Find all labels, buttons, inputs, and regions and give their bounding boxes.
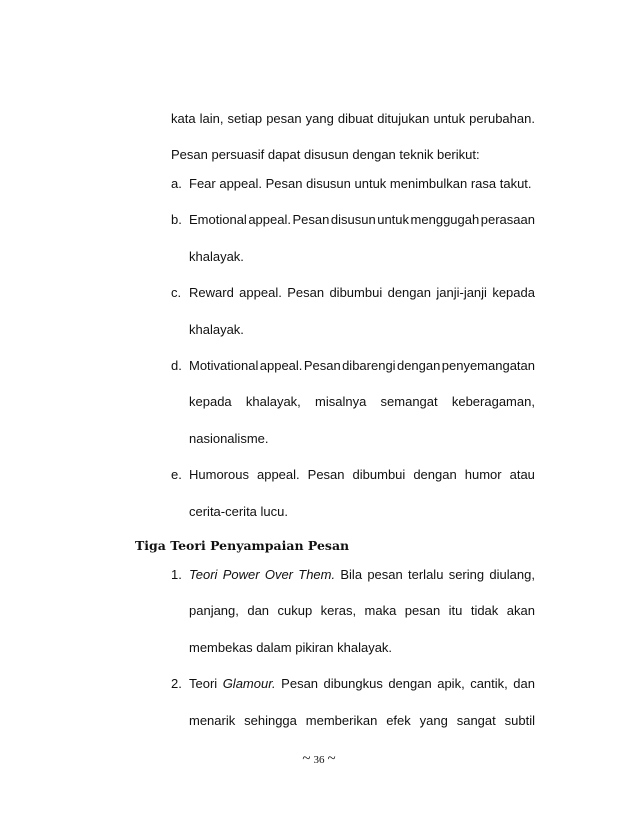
word: panjang, — [189, 603, 239, 619]
footer-tilde-left: ~ — [302, 751, 311, 767]
theory-item-marker: 2. — [171, 676, 182, 692]
word: khalayak, — [245, 394, 301, 410]
appeal-item-marker: a. — [171, 176, 182, 191]
word: Bila — [340, 567, 363, 582]
word: Pesan — [292, 212, 330, 228]
word: itu — [448, 603, 463, 619]
word: sering — [448, 567, 485, 582]
appeal-item-marker: e. — [171, 467, 182, 483]
appeal-item-line — [189, 504, 288, 520]
intro-line-2: Pesan persuasif dapat disusun dengan teknik berikut: — [171, 147, 480, 162]
word: dibumbui — [329, 285, 383, 301]
word: dibuat — [337, 111, 374, 126]
word: dengan — [388, 676, 432, 692]
section-heading: Tiga Teori Penyampaian Pesan — [135, 538, 350, 553]
word: subtil — [504, 712, 535, 728]
word: kepada — [492, 285, 535, 301]
word: diulang, — [489, 567, 535, 582]
word: humor — [464, 467, 502, 483]
word: misalnya — [315, 394, 367, 410]
word: Teori — [189, 567, 218, 582]
word: perasaan — [480, 212, 535, 228]
intro-line-1 — [171, 111, 535, 127]
word: appeal. — [256, 467, 300, 483]
appeal-item-line — [189, 467, 535, 483]
word: dibarengi — [342, 358, 396, 373]
theory-item-line — [189, 640, 392, 656]
word: lain, — [199, 111, 224, 126]
theory-item-line — [189, 676, 535, 692]
word: Fear appeal. Pesan disusun untuk menimbulkan rasa takut. — [189, 176, 532, 191]
appeal-item-line — [189, 249, 244, 265]
word: terlalu — [408, 567, 444, 582]
word: khalayak. — [189, 321, 244, 337]
word: pesan — [367, 567, 403, 582]
word: dengan — [387, 285, 431, 301]
word: efek — [386, 712, 411, 728]
word: Teori — [189, 676, 218, 692]
appeal-item-line — [189, 285, 535, 301]
page-number: 36 — [313, 754, 325, 766]
theory-item-line — [189, 567, 535, 583]
word: janji-janji — [436, 285, 487, 301]
word: cukup — [277, 603, 313, 619]
word: menarik — [189, 712, 236, 728]
appeal-item-line — [189, 212, 535, 228]
footer-tilde-right: ~ — [327, 751, 336, 767]
word: sehingga — [244, 712, 297, 728]
appeal-item-marker: d. — [171, 358, 182, 373]
appeal-item-line — [189, 358, 535, 374]
word: nasionalisme. — [189, 430, 269, 446]
word: ditujukan — [377, 111, 430, 126]
word: Humorous — [189, 467, 249, 483]
word: maka — [364, 603, 397, 619]
word: untuk — [377, 212, 410, 228]
word: setiap — [227, 111, 263, 126]
word: pesan — [404, 603, 441, 619]
word: dan — [513, 676, 535, 692]
word: kata — [171, 111, 196, 126]
word: Power — [222, 567, 260, 582]
appeal-item-line — [189, 431, 269, 447]
word: keberagaman, — [451, 394, 535, 410]
word: kepada — [189, 394, 232, 410]
word: menggugah — [410, 212, 480, 228]
word: Glamour. — [222, 676, 276, 692]
theory-item-marker: 1. — [171, 567, 182, 582]
word: yang — [419, 712, 448, 728]
appeal-item-marker: c. — [171, 285, 182, 301]
word: keras, — [320, 603, 357, 619]
word: Them. — [298, 567, 336, 582]
appeal-item-line — [189, 176, 532, 192]
word: sangat — [456, 712, 496, 728]
word: disusun — [330, 212, 376, 228]
word: penyemangatan — [441, 358, 535, 373]
word: cerita-cerita lucu. — [189, 503, 288, 519]
word: memberikan — [305, 712, 378, 728]
word: Emotional — [189, 212, 247, 228]
word: Motivational — [189, 358, 259, 373]
word: dengan — [413, 467, 457, 483]
word: untuk — [433, 111, 466, 126]
appeal-item-line — [189, 322, 244, 338]
word: akan — [506, 603, 535, 619]
word: tidak — [470, 603, 499, 619]
word: dibungkus — [323, 676, 383, 692]
appeal-item-line — [189, 394, 535, 410]
word: cantik, — [470, 676, 508, 692]
word: Pesan — [307, 467, 345, 483]
word: dibumbui — [352, 467, 406, 483]
word: appeal. — [259, 358, 303, 373]
word: membekas dalam pikiran khalayak. — [189, 639, 393, 655]
word: Over — [264, 567, 293, 582]
word: Pesan — [287, 285, 325, 301]
word: appeal. — [248, 212, 291, 228]
word: dengan — [396, 358, 441, 373]
word: perubahan. — [469, 111, 535, 126]
appeal-item-marker: b. — [171, 212, 182, 228]
word: appeal. — [239, 285, 282, 301]
theory-item-line — [189, 603, 535, 619]
word: pesan — [266, 111, 302, 126]
word: dan — [247, 603, 270, 619]
word: Reward — [189, 285, 234, 301]
theory-item-line — [189, 713, 535, 729]
word: semangat — [380, 394, 438, 410]
word: yang — [305, 111, 334, 126]
word: Pesan — [303, 358, 341, 373]
page-footer — [0, 751, 638, 768]
word: apik, — [437, 676, 465, 692]
word: khalayak. — [189, 248, 244, 264]
word: Pesan — [281, 676, 319, 692]
word: atau — [509, 467, 535, 483]
